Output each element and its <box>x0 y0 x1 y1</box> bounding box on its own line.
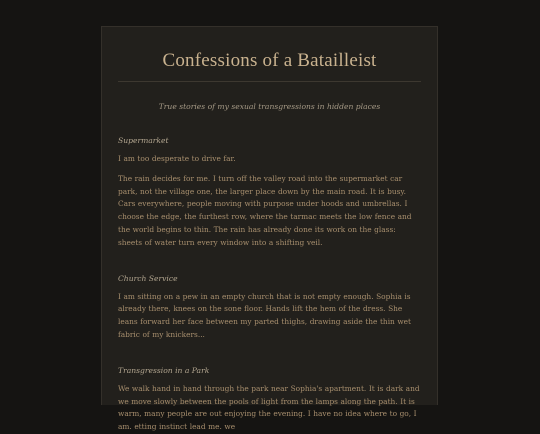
post-paragraph: I am sitting on a pew in an empty church that is not empty enough. Sophia is already there, knees on the sone floor. Hands lift the hem of the dress. She leans forward her face between my parted thighs, drawing aside the thin wet fabric of my knickers... <box>118 291 412 339</box>
posts-list <box>102 136 437 434</box>
post-paragraph: We walk hand in hand through the park near Sophia's apartment. It is dark and we move slowly between the pools of light from the lamps along the path. It is warm, many people are out enjoying the evening. I have no idea where to go, I am. etting instinct lead me. we <box>118 383 420 432</box>
blog-subtitle: True stories of my sexual transgressions in hidden places <box>158 102 381 111</box>
post-title[interactable]: Supermarket <box>118 136 169 145</box>
post-title[interactable]: Transgression in a Park <box>118 365 210 375</box>
post-paragraph: I am too desperate to drive far. <box>118 154 236 163</box>
post-transgression-in-a-park <box>118 366 421 434</box>
post-paragraph: The rain decides for me. I turn off the valley road into the supermarket car park, not the village one, the larger place down by the main road. It is busy. Cars everywhere, people moving with purpose under hoods and umbrellas. I choose the edge, the furthest row, where the tarmac meets the low fence and the world begins to thin. The rain has already done its work on the glass: sheets of water turn every window into a shifting veil. <box>118 173 412 247</box>
post-church-service <box>118 274 421 342</box>
blog-page <box>101 26 438 432</box>
post-supermarket <box>118 136 421 250</box>
post-title[interactable]: Church Service <box>118 273 178 283</box>
blog-title: Confessions of a Batailleist <box>162 50 377 71</box>
title-divider <box>118 81 421 82</box>
